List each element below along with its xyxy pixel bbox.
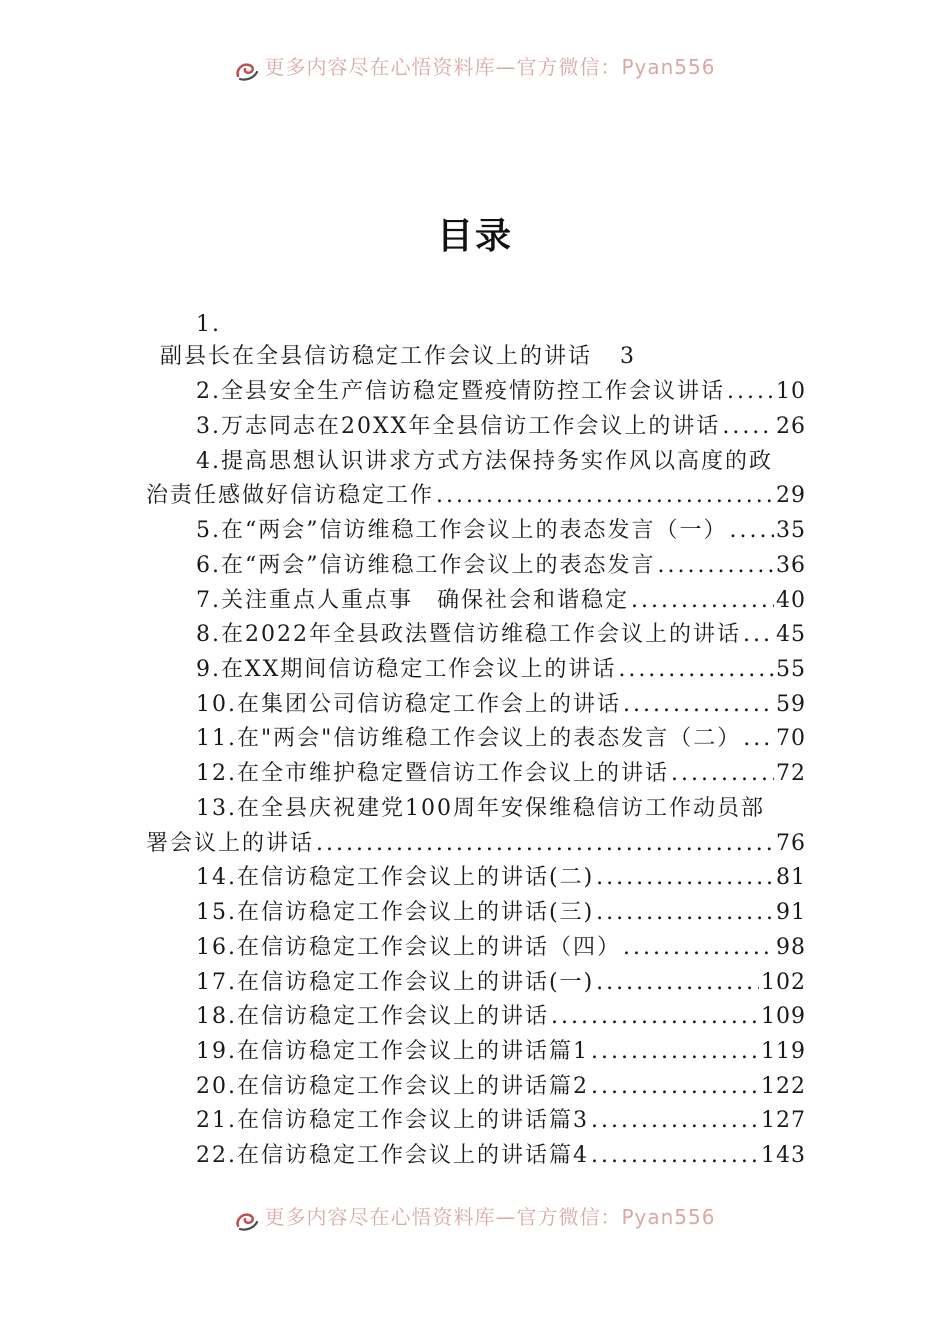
toc-title-continued: 治责任感做好信访稳定工作 (146, 483, 435, 508)
toc-leader-dots (631, 584, 774, 618)
toc-title-continued: 署会议上的讲话 (146, 831, 315, 856)
toc-page-number: 102 (761, 970, 806, 995)
page-title: 目录 (436, 215, 513, 257)
toc-page-number: 59 (776, 692, 806, 717)
toc-page-number: 91 (776, 900, 806, 925)
toc-leader-dots (436, 479, 774, 513)
toc-leader-dots (743, 618, 774, 652)
toc-page-number: 72 (776, 761, 806, 786)
toc-page-number: 122 (761, 1074, 806, 1099)
toc-title: 在信访稳定工作会议上的讲话篇4 (237, 1143, 589, 1168)
toc-entry-1-title-line[interactable] (160, 340, 660, 374)
toc-title: 在信访稳定工作会议上的讲话篇3 (237, 1108, 589, 1133)
toc-leader-dots (591, 1070, 759, 1104)
toc-leader-dots (591, 1139, 759, 1173)
toc-entry[interactable] (196, 1000, 806, 1034)
toc-page-number: 40 (776, 588, 806, 613)
toc-leader-dots (623, 931, 774, 965)
toc-number: 2. (196, 379, 221, 404)
toc-leader-dots (743, 722, 774, 756)
toc-number: 3. (196, 414, 221, 439)
toc-page-number: 10 (776, 379, 806, 404)
toc-number: 5. (196, 518, 221, 543)
toc-number: 17. (196, 970, 237, 995)
toc-entry[interactable] (196, 653, 806, 687)
toc-entry-13-line-2[interactable] (146, 827, 806, 861)
toc-page-number: 36 (776, 553, 806, 578)
toc-number: 16. (196, 935, 237, 960)
toc-page-number: 45 (776, 622, 806, 647)
toc-title: 在信访稳定工作会议上的讲话(二) (237, 865, 595, 890)
toc-title: 在全县庆祝建党100周年安保维稳信访工作动员部 (237, 796, 765, 821)
toc-title: 在2022年全县政法暨信访维稳工作会议上的讲话 (221, 622, 741, 647)
toc-number: 15. (196, 900, 237, 925)
toc-leader-dots (591, 1104, 759, 1138)
toc-number: 4. (196, 449, 221, 474)
toc-page-number: 76 (776, 831, 806, 856)
toc-number: 19. (196, 1039, 237, 1064)
toc-entry-4-line-2[interactable] (146, 479, 806, 513)
toc-leader-dots (316, 827, 774, 861)
toc-title: 全县安全生产信访稳定暨疫情防控工作会议讲话 (221, 379, 726, 404)
toc-number: 11. (196, 726, 237, 751)
toc-entry[interactable] (196, 618, 806, 652)
swirl-logo-icon (234, 60, 260, 82)
toc-title: 在信访稳定工作会议上的讲话 (237, 1004, 550, 1029)
toc-title: 在信访稳定工作会议上的讲话篇1 (237, 1039, 589, 1064)
toc-number: 14. (196, 865, 237, 890)
toc-number: 18. (196, 1004, 237, 1029)
toc-leader-dots (551, 1000, 759, 1034)
watermark-banner-top (0, 56, 950, 86)
toc-leader-dots (591, 1035, 759, 1069)
toc-page-number: 109 (761, 1004, 806, 1029)
toc-entry[interactable] (196, 549, 806, 583)
toc-title: 在“两会”信访维稳工作会议上的表态发言 (221, 553, 656, 578)
toc-title: 在信访稳定工作会议上的讲话篇2 (237, 1074, 589, 1099)
toc-leader-dots (727, 375, 774, 409)
toc-page-number: 26 (776, 414, 806, 439)
toc-number: 8. (196, 622, 221, 647)
swirl-logo-icon (234, 1210, 260, 1232)
toc-title: 关注重点人重点事 确保社会和谐稳定 (221, 588, 630, 613)
toc-page-number: 29 (776, 483, 806, 508)
toc-title: 万志同志在20XX年全县信访工作会议上的讲话 (221, 414, 721, 439)
toc-entry[interactable] (196, 966, 806, 1000)
toc-title: 在信访稳定工作会议上的讲话(一) (237, 970, 595, 995)
toc-entry[interactable] (196, 584, 806, 618)
toc-leader-dots (618, 653, 774, 687)
toc-title: 副县长在全县信访稳定工作会议上的讲话 (160, 344, 593, 369)
toc-entry[interactable] (196, 375, 806, 409)
toc-number: 10. (196, 692, 237, 717)
toc-page-number: 81 (776, 865, 806, 890)
toc-leader-dots (671, 757, 774, 791)
toc-page-number: 119 (761, 1039, 806, 1064)
toc-leader-dots (730, 514, 775, 548)
toc-entry[interactable] (196, 688, 806, 722)
toc-title: 在“两会”信访维稳工作会议上的表态发言（一） (221, 518, 728, 543)
toc-number: 13. (196, 796, 237, 821)
toc-entry[interactable] (196, 1139, 806, 1173)
toc-number: 7. (196, 588, 221, 613)
toc-page-number: 3 (620, 344, 637, 369)
toc-title: 在XX期间信访稳定工作会议上的讲话 (221, 657, 617, 682)
toc-page-number: 70 (776, 726, 806, 751)
toc-entry[interactable] (196, 896, 806, 930)
toc-entry[interactable] (196, 1104, 806, 1138)
toc-leader-dots (658, 549, 775, 583)
toc-leader-dots (596, 966, 759, 1000)
toc-title: 在信访稳定工作会议上的讲话(三) (237, 900, 595, 925)
toc-entry[interactable] (196, 410, 806, 444)
toc-number: 1. (196, 312, 221, 337)
toc-number: 21. (196, 1108, 237, 1133)
toc-entry[interactable] (196, 722, 806, 756)
toc-title: 在集团公司信访稳定工作会上的讲话 (237, 692, 622, 717)
toc-entry[interactable] (196, 931, 806, 965)
toc-entry[interactable] (196, 1070, 806, 1104)
toc-entry[interactable] (196, 1035, 806, 1069)
toc-leader-dots (596, 861, 774, 895)
watermark-text: 更多内容尽在心悟资料库—官方微信：Pyan556 (264, 56, 716, 79)
toc-leader-dots (623, 688, 774, 722)
toc-title: 在"两会"信访维稳工作会议上的表态发言（二） (237, 726, 742, 751)
toc-page-number: 143 (761, 1143, 806, 1168)
toc-page-number: 35 (776, 518, 806, 543)
toc-page-number: 98 (776, 935, 806, 960)
toc-number: 9. (196, 657, 221, 682)
toc-page-number: 127 (761, 1108, 806, 1133)
watermark-text: 更多内容尽在心悟资料库—官方微信：Pyan556 (264, 1206, 716, 1229)
toc-entry[interactable] (196, 861, 806, 895)
toc-entry[interactable] (196, 514, 806, 548)
toc-entry[interactable] (196, 757, 806, 791)
toc-title: 在信访稳定工作会议上的讲话（四） (237, 935, 622, 960)
toc-leader-dots (596, 896, 774, 930)
toc-number: 6. (196, 553, 221, 578)
watermark-banner-bottom (0, 1206, 950, 1236)
toc-title: 提高思想认识讲求方式方法保持务实作风以高度的政 (221, 449, 774, 474)
toc-page-number: 55 (776, 657, 806, 682)
toc-number: 22. (196, 1143, 237, 1168)
toc-title: 在全市维护稳定暨信访工作会议上的讲话 (237, 761, 670, 786)
toc-entry-1-number-line[interactable] (196, 308, 221, 342)
toc-number: 20. (196, 1074, 237, 1099)
toc-leader-dots (722, 410, 774, 444)
toc-entry-13-line-1[interactable] (196, 792, 806, 826)
toc-number: 12. (196, 761, 237, 786)
toc-entry-4-line-1[interactable] (196, 445, 806, 479)
